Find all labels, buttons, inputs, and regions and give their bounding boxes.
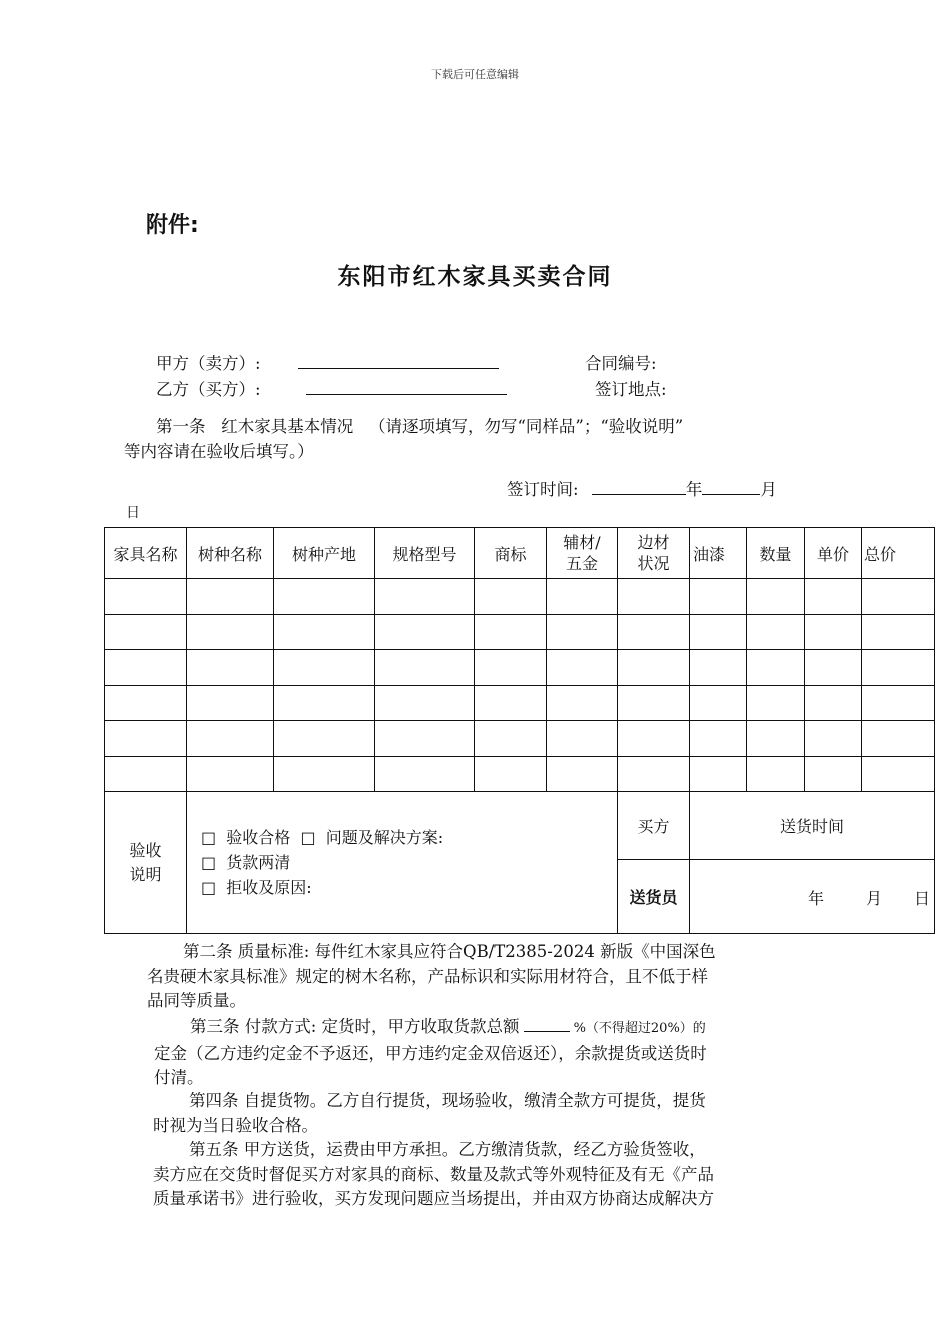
table-row xyxy=(105,721,935,757)
article-4: 第四条 自提货物。乙方自行提货，现场验收，缴清全款方可提货，提货 时视为当日验收合格。 xyxy=(153,1091,706,1135)
option-pass-or-issue[interactable]: □ 验收合格 □ 问题及解决方案: xyxy=(201,828,444,847)
contract-title: 东阳市红木家具买卖合同 xyxy=(337,264,613,290)
party-b-field[interactable] xyxy=(306,378,507,395)
col-wood-species: 树种名称 xyxy=(187,528,274,579)
furniture-table xyxy=(104,527,935,934)
article-2: 第二条 质量标准: 每件红木家具应符合QB/T2385-2024 新版《中国深色 名贵硬木家具标准》规定的树木名称，产品标识和实际用材符合，且不低于样 品同等质量。 xyxy=(147,942,716,1010)
col-quantity: 数量 xyxy=(747,528,805,579)
sign-time-label: 签订时间: xyxy=(507,480,579,499)
col-furniture-name: 家具名称 xyxy=(105,528,187,579)
deposit-percent-field[interactable] xyxy=(524,1017,570,1032)
delivery-date[interactable] xyxy=(690,860,935,934)
article-3: 第三条 付款方式: 定货时，甲方收取货款总额 %（不得超过20%）的 定金（乙方违约定金不予返还，甲方违约定金双倍返还），余款提货或送货时 付清。 xyxy=(154,1017,707,1087)
table-row xyxy=(105,685,935,721)
page-header-note: 下载后可任意编辑 xyxy=(431,68,519,81)
party-b-label: 乙方（买方）: xyxy=(156,380,261,399)
col-auxiliary: 辅材/ 五金 xyxy=(547,528,618,579)
table-row xyxy=(105,756,935,792)
contract-no-label: 合同编号: xyxy=(585,354,657,373)
deliverer-label: 送货员 xyxy=(618,860,690,934)
table-row xyxy=(105,650,935,686)
date-month-label: 月 xyxy=(866,889,883,908)
col-spec-model: 规格型号 xyxy=(375,528,475,579)
buyer-label: 买方 xyxy=(618,792,690,860)
table-row xyxy=(105,579,935,615)
party-a-label: 甲方（卖方）: xyxy=(156,354,261,373)
sign-time-row xyxy=(507,476,777,500)
col-paint: 油漆 xyxy=(690,528,747,579)
col-total: 总价 xyxy=(862,528,935,579)
table-row xyxy=(105,614,935,650)
date-day-label: 日 xyxy=(914,889,931,908)
delivery-time-label: 送货时间 xyxy=(690,792,935,860)
article-5: 第五条 甲方送货，运费由甲方承担。乙方缴清货款，经乙方验货签收， 卖方应在交货时督促买方对家具的商标、数量及款式等外观特征及有无《产品 质量承诺书》进行验收，买方发现问题应当场提出，并由双方协商达成解决方 xyxy=(153,1140,714,1208)
month-field[interactable] xyxy=(702,480,760,495)
verify-label: 验收 说明 xyxy=(105,792,187,934)
col-unit-price: 单价 xyxy=(805,528,862,579)
month-label: 月 xyxy=(760,480,777,499)
sign-place-label: 签订地点: xyxy=(595,380,667,399)
verify-options xyxy=(187,792,618,934)
col-sapwood: 边材 状况 xyxy=(618,528,690,579)
table-header-row xyxy=(105,528,935,579)
article1-line1: 第一条 红木家具基本情况 （请逐项填写，勿写“同样品”；“验收说明” xyxy=(156,417,684,436)
col-wood-origin: 树种产地 xyxy=(274,528,375,579)
option-reject[interactable]: □ 拒收及原因: xyxy=(201,878,312,897)
col-trademark: 商标 xyxy=(475,528,547,579)
year-label: 年 xyxy=(685,480,703,499)
verify-row-top xyxy=(105,792,935,860)
annex-label: 附件: xyxy=(146,213,199,238)
party-a-field[interactable] xyxy=(298,352,499,369)
date-year-label: 年 xyxy=(808,889,825,908)
day-label: 日 xyxy=(126,505,140,521)
year-field[interactable] xyxy=(592,480,686,495)
option-paid[interactable]: □ 货款两清 xyxy=(201,853,291,872)
article1-line2: 等内容请在验收后填写。） xyxy=(124,442,314,461)
